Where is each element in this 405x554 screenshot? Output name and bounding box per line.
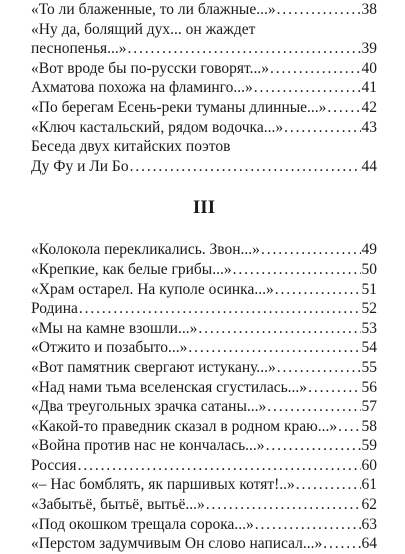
dot-leader	[233, 260, 361, 280]
toc-entry-page: 52	[361, 300, 377, 318]
toc-entry-title-line: «Ну да, болящий дух... он жаждет	[31, 20, 256, 38]
toc-entry-title: «Над нами тьма вселенская сгустилась...»	[31, 378, 308, 396]
toc-entry	[31, 515, 377, 535]
toc-entry-title: Родина	[31, 300, 78, 318]
toc-entry-page: 54	[361, 339, 377, 357]
toc-entry-title: «Забытьё, бытьё, вытьё...»	[31, 496, 205, 514]
dot-leader	[338, 417, 360, 437]
toc-entry-page: 51	[361, 280, 377, 298]
toc-entry	[31, 475, 377, 495]
toc-entry	[31, 39, 377, 59]
toc-entry-page: 53	[361, 319, 377, 337]
toc-entry-title: «Война против нас не кончалась...»	[31, 437, 265, 455]
dot-leader	[267, 397, 360, 417]
toc-section-ii-tail	[31, 0, 377, 176]
dot-leader	[261, 240, 361, 260]
toc-entry-title: «Вот памятник свергают истукану...»	[31, 358, 276, 376]
dot-leader	[198, 319, 360, 339]
table-of-contents	[31, 0, 377, 554]
toc-section-iii	[31, 240, 377, 554]
dot-leader	[206, 495, 361, 515]
toc-entry	[31, 338, 377, 358]
toc-entry-title: Россия	[31, 456, 77, 474]
toc-entry	[31, 280, 377, 300]
toc-entry-title: «Мы на камне взошли...»	[31, 319, 198, 337]
dot-leader	[277, 0, 361, 20]
dot-leader	[284, 118, 360, 138]
toc-entry	[31, 98, 377, 118]
toc-entry-title: Ахматова похожа на фламинго...»	[31, 79, 253, 97]
toc-entry-title: песнопенья...»	[31, 40, 127, 58]
toc-entry-page: 39	[361, 40, 377, 58]
toc-entry	[31, 417, 377, 437]
toc-entry-title: Ду Фу и Ли Бо	[31, 157, 129, 175]
toc-entry	[31, 534, 377, 554]
dot-leader	[308, 378, 360, 398]
toc-entry-title: «То ли блаженные, то ли блажные...»	[31, 1, 276, 18]
toc-entry-title: «Ключ кастальский, рядом водочка...»	[31, 118, 284, 136]
toc-entry-title: «Перстом задумчивым Он слово написал...»	[31, 535, 323, 553]
toc-entry-title: «Два треугольных зрачка сатаны...»	[31, 398, 267, 416]
dot-leader	[255, 515, 361, 535]
toc-entry-page: 44	[361, 157, 377, 175]
toc-entry	[31, 378, 377, 398]
toc-entry-title: «По берегам Есень-реки туманы длинные...»	[31, 98, 327, 116]
toc-entry	[31, 0, 377, 20]
toc-entry	[31, 78, 377, 98]
toc-entry-title-line: Беседа двух китайских поэтов	[31, 138, 231, 156]
toc-entry-page: 43	[361, 118, 377, 136]
dot-leader	[275, 280, 361, 300]
dot-leader	[79, 299, 361, 319]
toc-entry	[31, 495, 377, 515]
toc-entry-page: 59	[361, 437, 377, 455]
toc-entry	[31, 157, 377, 177]
dot-leader	[254, 78, 361, 98]
toc-entry-page: 58	[361, 417, 377, 435]
toc-entry-page: 62	[361, 496, 377, 514]
toc-entry-title: «Крепкие, как белые грибы...»	[31, 260, 232, 278]
toc-entry-page: 49	[361, 241, 377, 259]
toc-entry-page: 50	[361, 260, 377, 278]
dot-leader	[266, 436, 361, 456]
toc-entry-page: 60	[361, 456, 377, 474]
dot-leader	[323, 534, 360, 554]
toc-entry-page: 56	[361, 378, 377, 396]
toc-entry-title: «Какой-то праведник сказал в родном краю...»	[31, 417, 338, 435]
toc-entry-page: 57	[361, 398, 377, 416]
toc-entry-page: 55	[361, 358, 377, 376]
toc-entry	[31, 319, 377, 339]
toc-entry-title: «Храм остарел. На куполе осинка...»	[31, 280, 274, 298]
toc-entry	[31, 436, 377, 456]
toc-entry-page: 61	[361, 476, 377, 494]
dot-leader	[270, 59, 361, 79]
toc-entry-title: «– Нас бомблять, як паршивых котят!..»	[31, 476, 295, 494]
dot-leader	[327, 98, 360, 118]
dot-leader	[78, 456, 361, 476]
dot-leader	[128, 39, 361, 59]
toc-entry-title: «Отжито и позабыто...»	[31, 339, 188, 357]
toc-entry	[31, 456, 377, 476]
toc-entry	[31, 59, 377, 79]
toc-entry-page: 41	[361, 79, 377, 97]
toc-entry	[31, 240, 377, 260]
toc-entry	[31, 299, 377, 319]
toc-entry	[31, 397, 377, 417]
toc-entry-page: 64	[361, 535, 377, 553]
toc-entry	[31, 358, 377, 378]
dot-leader	[296, 475, 361, 495]
dot-leader	[277, 358, 361, 378]
toc-entry	[31, 118, 377, 138]
toc-entry-title: «Под окошком трещала сорока...»	[31, 515, 254, 533]
toc-entry-page: 40	[361, 59, 377, 77]
toc-entry-page: 38	[361, 1, 377, 18]
toc-entry-title: «Колокола перекликались. Звон...»	[31, 241, 260, 259]
toc-entry-page: 63	[361, 515, 377, 533]
dot-leader	[188, 338, 360, 358]
toc-entry-title: «Вот вроде бы по-русски говорят...»	[31, 59, 269, 77]
section-heading: III	[192, 197, 216, 219]
dot-leader	[130, 157, 361, 177]
toc-entry-page: 42	[361, 98, 377, 116]
toc-entry	[31, 260, 377, 280]
